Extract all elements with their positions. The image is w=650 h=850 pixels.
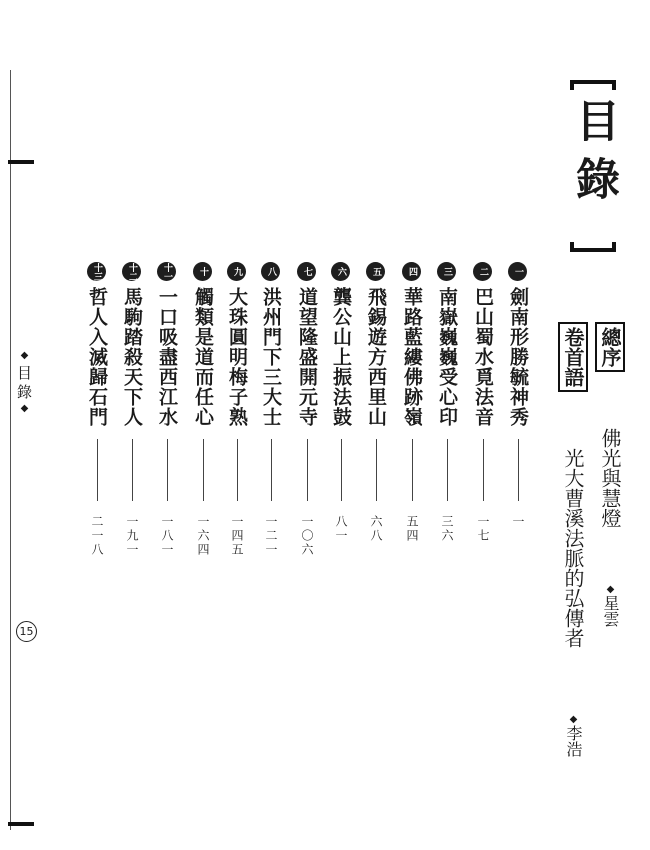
- leader-line: [412, 439, 413, 501]
- toc-entry[interactable]: [326, 262, 356, 543]
- front-matter-author: 李浩: [564, 725, 583, 757]
- chapter-page: 一二一: [264, 515, 278, 557]
- diamond-icon: ◆: [19, 350, 30, 365]
- chapter-number-badge: 十一: [157, 262, 176, 281]
- leader-line: [237, 439, 238, 501]
- front-matter-entry[interactable]: [558, 322, 588, 757]
- toc-entry[interactable]: [432, 262, 462, 543]
- chapter-number-badge: 十: [193, 262, 212, 281]
- title-bracket-top: [570, 80, 616, 90]
- chapter-number-badge: 四: [402, 262, 421, 281]
- chapter-page: 五四: [405, 515, 419, 543]
- chapter-title: 華路藍縷佛跡嶺: [401, 287, 423, 427]
- diamond-icon: ◆: [19, 403, 30, 418]
- chapter-title: 馬駒踏殺天下人: [121, 287, 143, 427]
- front-matter-label: 總序: [595, 322, 625, 372]
- toc-entry[interactable]: [292, 262, 322, 557]
- toc-entry[interactable]: [361, 262, 391, 543]
- chapter-title: 一口吸盡西江水: [156, 287, 178, 427]
- page-title: 目錄: [568, 98, 619, 214]
- chapter-number-badge: 二: [473, 262, 492, 281]
- leader-line: [307, 439, 308, 501]
- chapter-number-badge: 八: [261, 262, 280, 281]
- toc-entry[interactable]: [256, 262, 286, 557]
- toc-entry[interactable]: [503, 262, 533, 529]
- chapter-page: 一: [511, 515, 525, 529]
- leader-line: [203, 439, 204, 501]
- leader-line: [132, 439, 133, 501]
- chapter-title: 觸類是道而任心: [192, 287, 214, 427]
- chapter-number-badge: 七: [297, 262, 316, 281]
- page-number: 15: [16, 621, 37, 642]
- title-bracket-bottom: [570, 242, 616, 252]
- leader-line: [271, 439, 272, 501]
- leader-line: [341, 439, 342, 501]
- chapter-number-badge: 六: [331, 262, 350, 281]
- front-matter-label: 卷首語: [558, 322, 588, 392]
- front-matter-title: 佛光與慧燈: [598, 428, 622, 528]
- chapter-number-badge: 一: [508, 262, 527, 281]
- chapter-page: 三六: [440, 515, 454, 543]
- toc-entry[interactable]: [188, 262, 218, 557]
- page-spine-line: [10, 70, 11, 830]
- chapter-title: 南嶽巍巍受心印: [436, 287, 458, 427]
- diamond-icon: ◆: [568, 714, 579, 725]
- chapter-number-badge: 五: [366, 262, 385, 281]
- leader-line: [447, 439, 448, 501]
- front-matter-title: 光大曹溪法脈的弘傳者: [561, 448, 585, 648]
- chapter-page: 二一八: [90, 515, 104, 557]
- leader-line: [518, 439, 519, 501]
- toc-entry[interactable]: [397, 262, 427, 543]
- chapter-number-badge: 十二: [122, 262, 141, 281]
- chapter-title: 龔公山上振法鼓: [330, 287, 352, 427]
- toc-entry[interactable]: [117, 262, 147, 557]
- front-matter-entry[interactable]: [595, 322, 625, 627]
- chapter-title: 巴山蜀水覓法音: [472, 287, 494, 427]
- leader-line: [97, 439, 98, 501]
- toc-entry[interactable]: [222, 262, 252, 557]
- toc-entry[interactable]: [152, 262, 182, 557]
- page-title-block: [568, 80, 618, 252]
- chapter-title: 飛錫遊方西里山: [365, 287, 387, 427]
- chapter-title: 道望隆盛開元寺: [296, 287, 318, 427]
- margin-rule: [8, 822, 34, 826]
- chapter-page: 六八: [369, 515, 383, 543]
- chapter-page: 一七: [476, 515, 490, 543]
- chapter-title: 劍南形勝毓神秀: [507, 287, 529, 427]
- chapter-number-badge: 十三: [87, 262, 106, 281]
- chapter-title: 洪州門下三大士: [260, 287, 282, 427]
- chapter-page: 一四五: [230, 515, 244, 557]
- chapter-page: 一八一: [160, 515, 174, 557]
- chapter-number-badge: 九: [227, 262, 246, 281]
- chapter-number-badge: 三: [437, 262, 456, 281]
- leader-line: [167, 439, 168, 501]
- leader-line: [376, 439, 377, 501]
- toc-entry[interactable]: [82, 262, 112, 557]
- leader-line: [483, 439, 484, 501]
- running-head-text: 目錄: [15, 365, 33, 403]
- chapter-title: 大珠圓明梅子熟: [226, 287, 248, 427]
- running-head: [14, 350, 35, 418]
- toc-entry[interactable]: [468, 262, 498, 543]
- chapter-page: 一六四: [196, 515, 210, 557]
- chapter-page: 一〇六: [300, 515, 314, 557]
- diamond-icon: ◆: [605, 584, 616, 595]
- margin-rule: [8, 160, 34, 164]
- chapter-page: 一九一: [125, 515, 139, 557]
- chapter-page: 八一: [334, 515, 348, 543]
- front-matter-author: 星雲: [601, 595, 620, 627]
- chapter-title: 哲人入滅歸石門: [86, 287, 108, 427]
